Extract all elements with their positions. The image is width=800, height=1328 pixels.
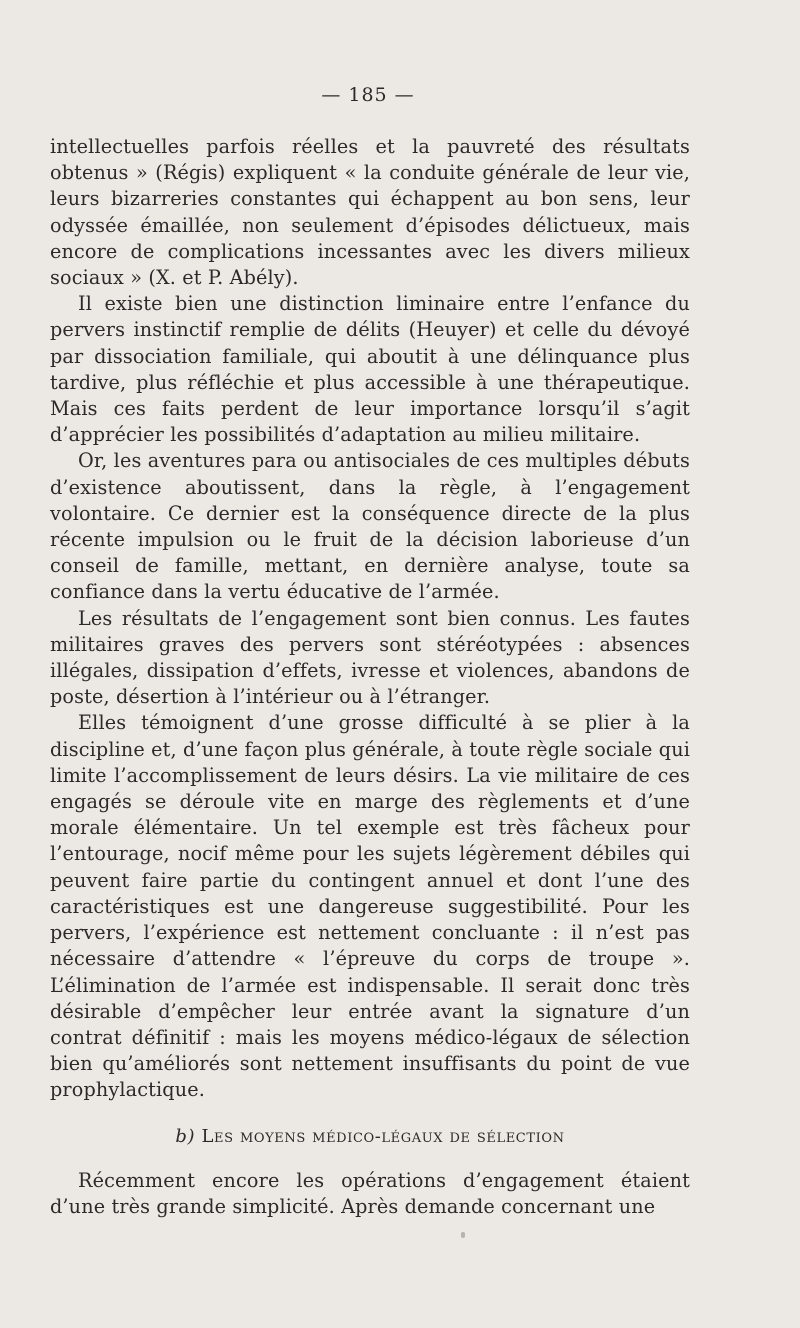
paragraph-2: Il existe bien une distinction liminaire entre l’enfance du pervers instinctif remplie de délits (Heuyer) et celle du dévoyé par dissociation familiale, qui aboutit à une délinquance plus tardive, plus réfléchie et plus accessible à une thérapeutique. Mais ces faits perdent de leur importance lorsqu’il s’agit d’apprécier les possibilités d’adaptation au milieu militaire.	[50, 292, 690, 447]
body-text	[50, 134, 690, 1220]
section-title: Les moyens médico-légaux de sélection	[201, 1125, 565, 1147]
paragraph-1: intellectuelles parfois réelles et la pauvreté des résultats obtenus » (Régis) expliquent « la conduite générale de leur vie, leurs bizarreries constantes qui échappent au bon sens, leur odyssée émaillée, non seulement d’épisodes délictueux, mais encore de complications incessantes avec les divers milieux sociaux » (X. et P. Abély).	[50, 135, 690, 290]
paragraph-6: Récemment encore les opérations d’engagement étaient d’une très grande simplicité. Après demande concernant une	[50, 1168, 690, 1218]
paragraph-5: Elles témoignent d’une grosse difficulté à se plier à la discipline et, d’une façon plus générale, à toute règle sociale qui limite l’accomplissement de leurs désirs. La vie militaire de ces engagés se déroule vite en marge des règlements et d’une morale élémentaire. Un tel exemple est très fâcheux pour l’entourage, nocif même pour les sujets légèrement débiles qui peuvent faire partie du contingent annuel et dont l’une des caractéristiques est une dangereuse suggestibilité. Pour les pervers, l’expérience est nettement concluante : il n’est pas nécessaire d’attendre « l’épreuve du corps de troupe ». L’élimination de l’armée est indispensable. Il serait donc très désirable d’empêcher leur entrée avant la signature d’un contrat définitif : mais les moyens médico-légaux de sélection bien qu’améliorés sont nettement insuffisants du point de vue prophylactique.	[50, 711, 690, 1102]
paragraph-4: Les résultats de l’engagement sont bien connus. Les fautes militaires graves des pervers sont stéréotypées : absences illégales, dissipation d’effets, ivresse et violences, abandons de poste, désertion à l’intérieur ou à l’étranger.	[50, 606, 690, 709]
section-heading	[50, 1124, 690, 1150]
paragraph-3: Or, les aventures para ou antisociales de ces multiples débuts d’existence aboutissent, dans la règle, à l’engagement volontaire. Ce dernier est la conséquence directe de la plus récente impulsion ou le fruit de la décision laborieuse d’un conseil de famille, mettant, en dernière analyse, toute sa confiance dans la vertu éducative de l’armée.	[50, 449, 690, 604]
paper-speck	[461, 1232, 465, 1238]
section-letter: b)	[175, 1125, 196, 1147]
page-number: — 185 —	[321, 84, 415, 106]
